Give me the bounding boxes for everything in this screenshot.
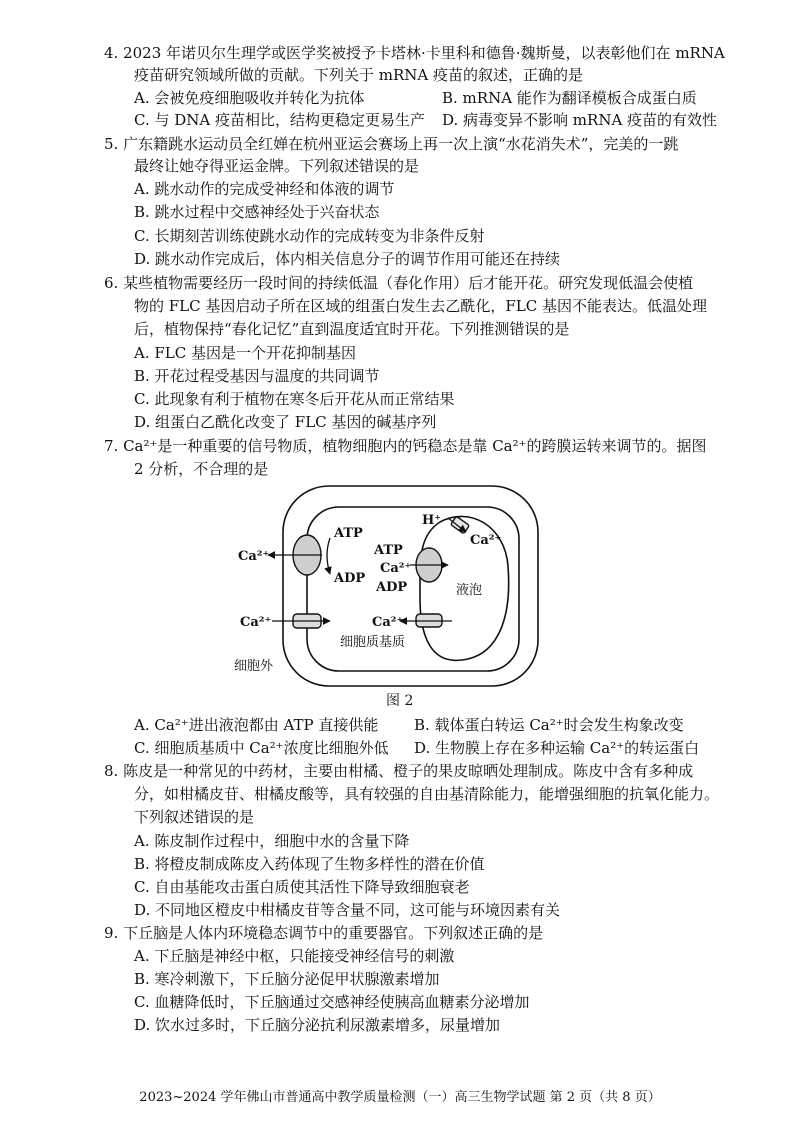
q4-stem-line-1: 4. 2023 年诺贝尔生理学或医学奖被授予卡塔林·卡里科和德鲁·魏斯曼，以表彰他们在 mRNA: [104, 44, 725, 62]
q6-stem-line-1: 6. 某些植物需要经历一段时间的持续低温（春化作用）后才能开花。研究发现低温会使植: [104, 274, 694, 292]
q7-stem-line-1: 7. Ca²⁺是一种重要的信号物质，植物细胞内的钙稳态是靠 Ca²⁺的跨膜运转来调节的。据图: [104, 437, 707, 455]
label-cytoplasm: 细胞质基质: [340, 635, 406, 650]
q9-option-c: C. 血糖降低时，下丘脑通过交感神经使胰高血糖素分泌增加: [134, 993, 530, 1011]
q7-option-c: C. 细胞质基质中 Ca²⁺浓度比细胞外低: [134, 739, 389, 757]
label-ca-in: Ca²⁺: [240, 615, 272, 630]
q4-option-a: A. 会被免疫细胞吸收并转化为抗体: [134, 89, 365, 107]
q5-stem-line-1: 5. 广东籍跳水运动员全红婵在杭州亚运会赛场上再一次上演“水花消失术”，完美的一跳: [104, 135, 679, 153]
label-atp-plasma: ATP: [334, 526, 363, 541]
q8-stem-line-1: 8. 陈皮是一种常见的中药材，主要由柑橘、橙子的果皮晾晒处理制成。陈皮中含有多种成: [104, 762, 694, 780]
arrow-atp-adp: [327, 538, 330, 574]
q7-stem-line-2: 2 分析，不合理的是: [134, 460, 269, 478]
q8-option-a: A. 陈皮制作过程中，细胞中水的含量下降: [134, 832, 410, 850]
q5-option-c: C. 长期刻苦训练使跳水动作的完成转变为非条件反射: [134, 227, 485, 245]
q6-option-d: D. 组蛋白乙酰化改变了 FLC 基因的碱基序列: [134, 413, 437, 431]
q6-option-b: B. 开花过程受基因与温度的共同调节: [134, 367, 380, 385]
q8-option-b: B. 将橙皮制成陈皮入药体现了生物多样性的潜在价值: [134, 855, 485, 873]
label-ca-out: Ca²⁺: [238, 549, 270, 564]
q7-option-a: A. Ca²⁺进出液泡都由 ATP 直接供能: [134, 716, 379, 734]
q4-stem-line-2: 疫苗研究领域所做的贡献。下列关于 mRNA 疫苗的叙述，正确的是: [134, 66, 584, 84]
q5-stem-line-2: 最终让她夺得亚运金牌。下列叙述错误的是: [134, 157, 420, 175]
q9-option-a: A. 下丘脑是神经中枢，只能接受神经信号的刺激: [134, 947, 455, 965]
q5-option-a: A. 跳水动作的完成受神经和体液的调节: [134, 180, 395, 198]
q9-option-b: B. 寒冷刺激下，下丘脑分泌促甲状腺激素增加: [134, 970, 440, 988]
q4-option-b: B. mRNA 能作为翻译模板合成蛋白质: [442, 89, 697, 107]
label-vacuole: 液泡: [456, 583, 483, 598]
label-outside: 细胞外: [234, 659, 274, 674]
page-footer: 2023~2024 学年佛山市普通高中教学质量检测（一）高三生物学试题 第 2 页（共 8 页）: [139, 1090, 661, 1105]
q9-option-d: D. 饮水过多时，下丘脑分泌抗利尿激素增多，尿量增加: [134, 1016, 501, 1034]
q6-stem-line-2: 物的 FLC 基因启动子所在区域的组蛋白发生去乙酰化，FLC 基因不能表达。低温处理: [134, 297, 707, 315]
label-atp-vacuole: ATP: [374, 543, 403, 558]
q6-stem-line-3: 后，植物保持“春化记忆”直到温度适宜时开花。下列推测错误的是: [134, 320, 570, 338]
q6-option-c: C. 此现象有利于植物在寒冬后开花从而正常结果: [134, 390, 455, 408]
q7-option-d: D. 生物膜上存在多种运输 Ca²⁺的转运蛋白: [414, 739, 700, 757]
label-h: H⁺: [422, 513, 442, 528]
label-adp-vacuole: ADP: [376, 580, 408, 595]
label-ca-channel-vacuole: Ca²⁺: [372, 615, 404, 630]
label-ca-vacuole: Ca²⁺: [380, 561, 412, 576]
figure-2-cell-diagram: [0, 478, 800, 718]
q8-option-d: D. 不同地区橙皮中柑橘皮苷等含量不同，这可能与环境因素有关: [134, 901, 561, 919]
q7-option-b: B. 载体蛋白转运 Ca²⁺时会发生构象改变: [414, 716, 684, 734]
label-adp-plasma: ADP: [334, 571, 366, 586]
q8-stem-line-2: 分，如柑橘皮苷、柑橘皮酸等，具有较强的自由基清除能力，能增强细胞的抗氧化能力。: [134, 785, 720, 803]
q6-option-a: A. FLC 基因是一个开花抑制基因: [134, 344, 356, 362]
q4-option-d: D. 病毒变异不影响 mRNA 疫苗的有效性: [442, 111, 718, 129]
q8-stem-line-3: 下列叙述错误的是: [134, 808, 255, 826]
label-ca-antiporter: Ca²⁺: [470, 533, 502, 548]
q4-option-c: C. 与 DNA 疫苗相比，结构更稳定更易生产: [134, 111, 426, 129]
q5-option-b: B. 跳水过程中交感神经处于兴奋状态: [134, 203, 380, 221]
q5-option-d: D. 跳水动作完成后，体内相关信息分子的调节作用可能还在持续: [134, 250, 561, 268]
cell-wall: [283, 486, 538, 686]
antiporter-vacuole: [451, 516, 470, 533]
figure-caption: 图 2: [386, 693, 414, 709]
q8-option-c: C. 自由基能攻击蛋白质使其活性下降导致细胞衰老: [134, 878, 470, 896]
q9-stem-line-1: 9. 下丘脑是人体内环境稳态调节中的重要器官。下列叙述正确的是: [104, 924, 544, 942]
